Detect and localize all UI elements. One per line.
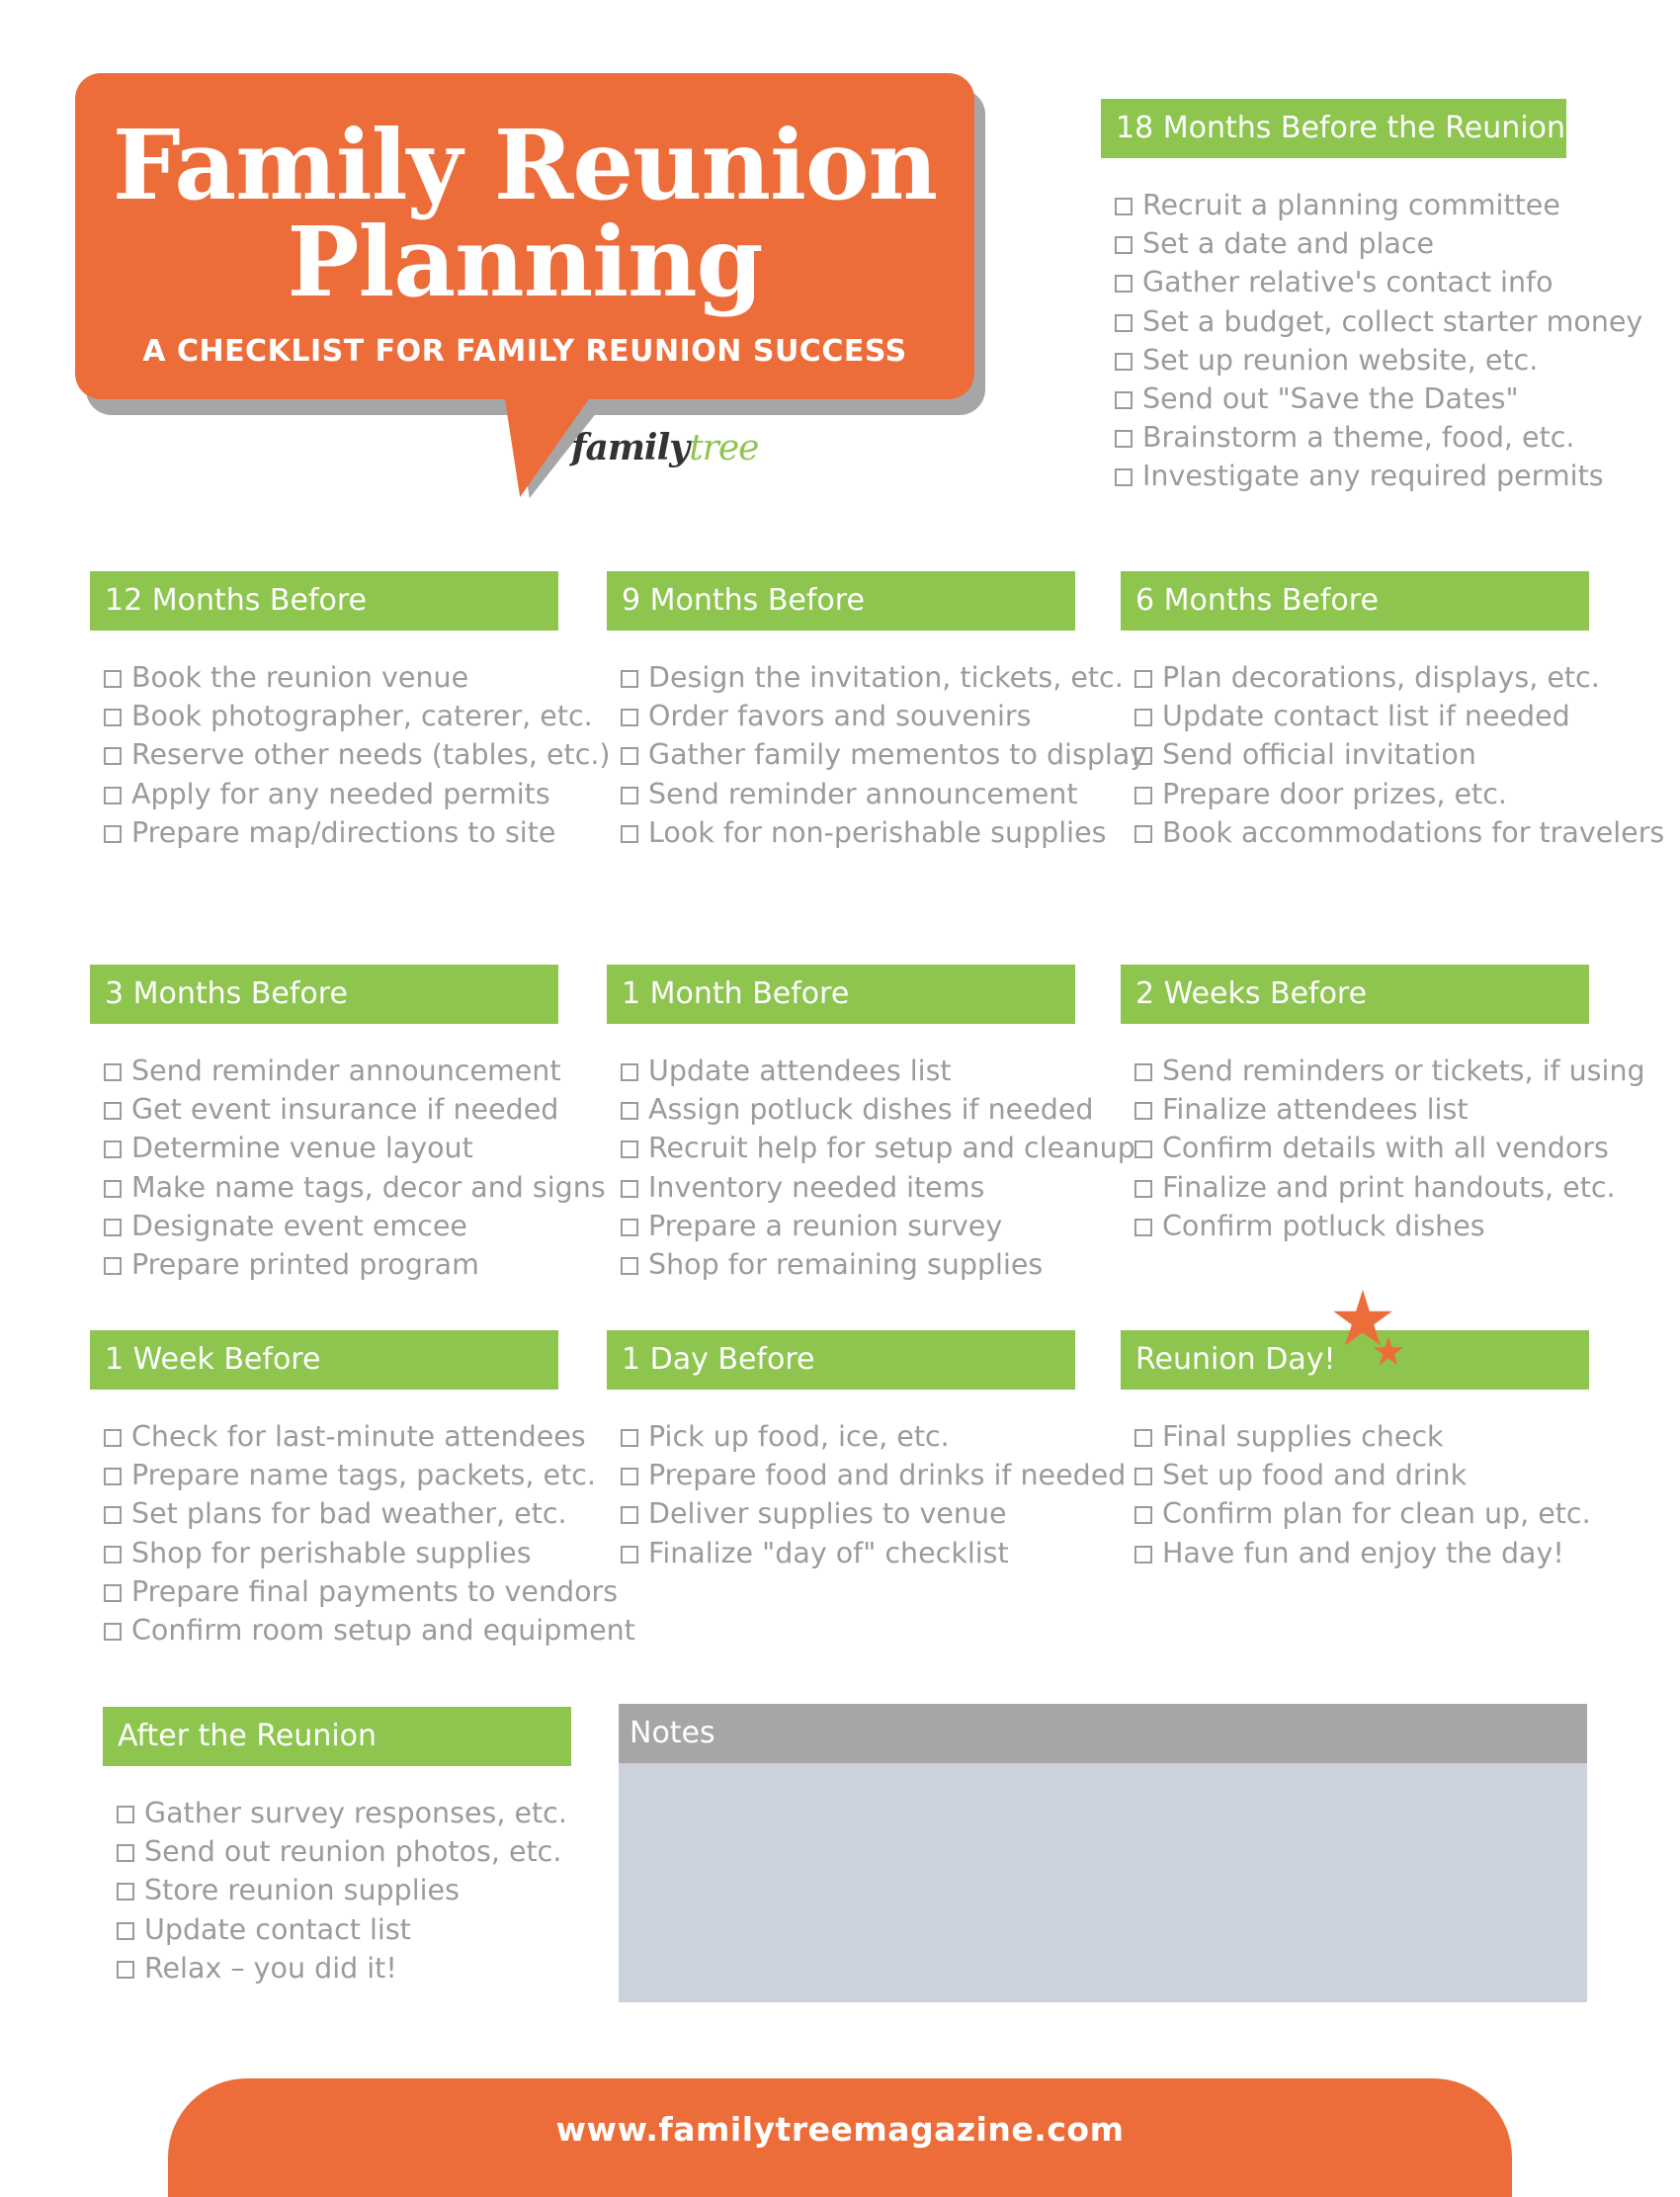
checklist-item-label: Brainstorm a theme, food, etc. [1142, 421, 1575, 455]
checklist-item-label: Prepare a reunion survey [648, 1209, 1003, 1242]
checklist-item-label: Deliver supplies to venue [648, 1497, 1007, 1531]
checklist-item [1134, 1129, 1609, 1167]
checkbox[interactable] [1134, 825, 1152, 843]
checklist-item-label: Relax – you did it! [144, 1951, 397, 1985]
checkbox[interactable] [621, 1546, 638, 1563]
checkbox[interactable] [117, 1844, 134, 1862]
title-line-1: Family Reunion [112, 109, 938, 221]
section-header: Reunion Day! [1121, 1330, 1589, 1390]
checkbox[interactable] [104, 1584, 122, 1602]
logo-part-1: family [571, 427, 690, 468]
checklist-item-label: Confirm room setup and equipment [131, 1614, 635, 1648]
page-title [75, 109, 974, 318]
checklist [607, 1417, 1127, 1572]
checklist-item-label: Gather family mementos to display [648, 738, 1147, 772]
checklist-item [104, 1090, 558, 1129]
checkbox[interactable] [104, 1257, 122, 1275]
checkbox[interactable] [104, 1102, 122, 1120]
checklist-item-label: Determine venue layout [131, 1132, 473, 1165]
checkbox[interactable] [104, 1506, 122, 1524]
checklist-item [621, 697, 1075, 735]
logo-part-2: tree [689, 428, 759, 468]
checklist-item [621, 1494, 1075, 1533]
checklist-item-label: Send reminders or tickets, if using [1162, 1055, 1645, 1087]
checklist-item-label: Confirm plan for clean up, etc. [1162, 1497, 1591, 1531]
checklist-item [1115, 457, 1604, 495]
checkbox[interactable] [104, 670, 122, 688]
checklist-item-label: Set up food and drink [1162, 1459, 1468, 1492]
checklist-item-label: Confirm details with all vendors [1162, 1132, 1609, 1165]
checklist-item [621, 1207, 1075, 1245]
checklist-item-label: Get event insurance if needed [131, 1093, 559, 1127]
checklist-item [104, 1572, 619, 1611]
section-header: 1 Week Before [90, 1330, 558, 1390]
checklist-item [117, 1794, 571, 1832]
checkbox[interactable] [621, 1063, 638, 1081]
section-3-months [90, 965, 606, 1284]
checkbox[interactable] [621, 1219, 638, 1236]
checkbox[interactable] [621, 825, 638, 843]
section-18-months [1101, 99, 1643, 496]
checkbox[interactable] [104, 1141, 122, 1158]
checklist-item [1134, 1168, 1616, 1207]
checklist-item [1115, 302, 1643, 341]
checklist-item [1134, 1207, 1589, 1245]
checklist-item-label: Prepare map/directions to site [131, 815, 556, 849]
checklist-item-label: Make name tags, decor and signs [131, 1170, 606, 1204]
checklist [103, 1794, 571, 1987]
checklist-item [621, 1417, 1075, 1456]
checkbox[interactable] [1115, 353, 1133, 371]
checklist-item [1115, 263, 1566, 301]
checkbox[interactable] [1115, 275, 1133, 293]
checkbox[interactable] [104, 1468, 122, 1485]
checklist-item-label: Investigate any required permits [1142, 460, 1604, 493]
title-bubble [75, 73, 974, 399]
section-after-reunion [103, 1707, 571, 1987]
checklist-item [621, 1090, 1094, 1129]
section-1-month [607, 965, 1135, 1284]
checkbox[interactable] [104, 1219, 122, 1236]
checklist-item-label: Designate event emcee [131, 1209, 467, 1242]
checklist-item [1134, 658, 1600, 697]
checklist-item-label: Set plans for bad weather, etc. [131, 1497, 567, 1531]
checkbox[interactable] [1134, 1506, 1152, 1524]
checklist-item-label: Update contact list [144, 1912, 411, 1946]
section-6-months [1121, 571, 1665, 852]
checklist-item-label: Design the invitation, tickets, etc. [648, 661, 1124, 694]
checkbox[interactable] [1134, 1180, 1152, 1198]
checkbox[interactable] [1115, 198, 1133, 215]
checklist-item [1134, 1494, 1589, 1533]
footer-url[interactable]: www.familytreemagazine.com [555, 2110, 1125, 2149]
checklist-item-label: Send out "Save the Dates" [1142, 382, 1519, 416]
checklist-item [104, 658, 558, 697]
checklist-item-label: Send out reunion photos, etc. [144, 1835, 562, 1869]
checklist-item-label: Update attendees list [648, 1055, 952, 1087]
checklist-item-label: Check for last-minute attendees [131, 1420, 586, 1453]
checklist-item-label: Plan decorations, displays, etc. [1162, 661, 1600, 694]
checkbox[interactable] [104, 1546, 122, 1563]
checklist-item [104, 775, 558, 813]
section-reunion-day [1121, 1330, 1589, 1572]
checklist-item [1134, 697, 1589, 735]
notes-area[interactable] [619, 1763, 1587, 2002]
checklist-item-label: Set up reunion website, etc. [1142, 343, 1539, 377]
checklist-item-label: Finalize and print handouts, etc. [1162, 1170, 1616, 1204]
checkbox[interactable] [621, 709, 638, 726]
checklist-item [1115, 186, 1566, 224]
checkbox[interactable] [621, 1257, 638, 1275]
section-header: After the Reunion [103, 1707, 571, 1766]
section-12-months [90, 571, 611, 852]
section-header: 2 Weeks Before [1121, 965, 1589, 1024]
checklist-item [117, 1871, 571, 1909]
section-1-day [607, 1330, 1127, 1572]
notes-panel [619, 1704, 1587, 2002]
page-subtitle: A CHECKLIST FOR FAMILY REUNION SUCCESS [142, 334, 907, 369]
checklist-item [1115, 224, 1566, 263]
checklist [1101, 186, 1643, 496]
checklist-item-label: Confirm potluck dishes [1162, 1209, 1485, 1242]
checklist [90, 658, 611, 852]
checklist-item [104, 1129, 558, 1167]
checklist [90, 1417, 635, 1649]
checklist-item-label: Look for non-perishable supplies [648, 815, 1107, 849]
title-line-2: Planning [287, 206, 763, 318]
checklist [90, 1052, 606, 1284]
checklist-item-label: Recruit a planning committee [1142, 189, 1560, 221]
checkbox[interactable] [117, 1806, 134, 1823]
familytree-logo [571, 427, 758, 468]
checkbox[interactable] [1115, 314, 1133, 332]
checkbox[interactable] [1134, 670, 1152, 688]
checkbox[interactable] [621, 787, 638, 804]
checkbox[interactable] [1134, 787, 1152, 804]
checklist-item-label: Prepare door prizes, etc. [1162, 777, 1507, 810]
checkbox[interactable] [1115, 468, 1133, 486]
checkbox[interactable] [621, 1506, 638, 1524]
checkbox[interactable] [621, 1141, 638, 1158]
checklist-item-label: Order favors and souvenirs [648, 700, 1032, 733]
checklist-item [1134, 775, 1589, 813]
checkbox[interactable] [1134, 1141, 1152, 1158]
checkbox[interactable] [117, 1922, 134, 1940]
checklist-item [1134, 735, 1589, 774]
checklist-item-label: Finalize "day of" checklist [648, 1536, 1009, 1569]
checklist-item [104, 1168, 606, 1207]
checkbox[interactable] [1115, 236, 1133, 254]
checklist-item [1134, 1090, 1589, 1129]
checklist-item-label: Update contact list if needed [1162, 700, 1570, 733]
checkbox[interactable] [117, 1961, 134, 1979]
checkbox[interactable] [104, 825, 122, 843]
checklist-item [104, 1494, 567, 1533]
checklist-item [104, 813, 558, 852]
checklist-item-label: Send reminder announcement [131, 1055, 561, 1087]
checklist-item-label: Prepare name tags, packets, etc. [131, 1459, 596, 1492]
checklist-item [1134, 1534, 1589, 1572]
section-header: 1 Day Before [607, 1330, 1075, 1390]
checklist [607, 1052, 1135, 1284]
checklist-item [117, 1910, 571, 1949]
checkbox[interactable] [621, 1102, 638, 1120]
checklist-item [621, 1052, 1075, 1090]
checklist-item-label: Prepare final payments to vendors [131, 1574, 619, 1608]
checkbox[interactable] [1134, 747, 1152, 765]
checklist-item [104, 1245, 558, 1284]
checklist-item [621, 1245, 1075, 1284]
section-header: 6 Months Before [1121, 571, 1589, 631]
checklist-item [1134, 1456, 1589, 1494]
checklist-item-label: Gather relative's contact info [1142, 266, 1554, 299]
checklist-item-label: Recruit help for setup and cleanup [648, 1132, 1135, 1165]
checklist-item [1115, 341, 1566, 380]
checklist-item-label: Store reunion supplies [144, 1874, 460, 1907]
checklist-item-label: Gather survey responses, etc. [144, 1797, 567, 1829]
checklist [1121, 1052, 1645, 1245]
checklist-item [104, 1417, 586, 1456]
checklist-item-label: Set a budget, collect starter money [1142, 304, 1643, 338]
checklist-item-label: Have fun and enjoy the day! [1162, 1536, 1564, 1569]
checkbox[interactable] [621, 1468, 638, 1485]
checkbox[interactable] [1134, 1429, 1152, 1447]
checklist-item-label: Shop for perishable supplies [131, 1536, 532, 1569]
checkbox[interactable] [104, 1180, 122, 1198]
checklist-item [1115, 380, 1566, 418]
section-header: 1 Month Before [607, 965, 1075, 1024]
checkbox[interactable] [104, 1429, 122, 1447]
checklist-item-label: Prepare food and drinks if needed [648, 1459, 1127, 1492]
checklist-item-label: Send reminder announcement [648, 777, 1078, 810]
checkbox[interactable] [1134, 1102, 1152, 1120]
checkbox[interactable] [1134, 1468, 1152, 1485]
checkbox[interactable] [104, 1623, 122, 1641]
checkbox[interactable] [621, 747, 638, 765]
checkbox[interactable] [104, 787, 122, 804]
checklist-item [104, 1052, 561, 1090]
checkbox[interactable] [1134, 1219, 1152, 1236]
checklist-item [621, 1168, 1075, 1207]
checklist-item [621, 813, 1107, 852]
checklist-item [1115, 418, 1575, 457]
checklist-item [117, 1949, 571, 1987]
checklist-item-label: Book the reunion venue [131, 661, 469, 694]
checklist-item [1134, 1417, 1589, 1456]
checklist-item-label: Apply for any needed permits [131, 777, 550, 810]
section-header: 3 Months Before [90, 965, 558, 1024]
checkbox[interactable] [117, 1883, 134, 1901]
checkbox[interactable] [1134, 1063, 1152, 1081]
checklist-item-label: Send official invitation [1162, 738, 1476, 772]
checkbox[interactable] [1115, 391, 1133, 409]
section-2-weeks [1121, 965, 1645, 1245]
checklist [607, 658, 1147, 852]
checklist-item-label: Reserve other needs (tables, etc.) [131, 738, 611, 772]
checklist-item [1134, 813, 1665, 852]
checklist-item [117, 1832, 571, 1871]
checklist-item-label: Book accommodations for travelers [1162, 815, 1665, 849]
checklist-item-label: Prepare printed program [131, 1248, 479, 1282]
checklist-item [104, 697, 593, 735]
checklist-item [104, 735, 611, 774]
checklist [1121, 658, 1665, 852]
checklist-item [621, 775, 1078, 813]
checklist-item [104, 1611, 635, 1649]
section-header: 18 Months Before the Reunion [1101, 99, 1566, 158]
checklist-item-label: Book photographer, caterer, etc. [131, 700, 593, 733]
checkbox[interactable] [1115, 430, 1133, 448]
checklist-item-label: Shop for remaining supplies [648, 1248, 1044, 1282]
checklist-item [104, 1456, 596, 1494]
notes-header: Notes [619, 1704, 1587, 1763]
checklist-item-label: Final supplies check [1162, 1420, 1444, 1453]
checkbox[interactable] [104, 1063, 122, 1081]
section-header: 12 Months Before [90, 571, 558, 631]
checkbox[interactable] [104, 709, 122, 726]
checklist-item [621, 1456, 1127, 1494]
checklist-item [621, 1129, 1135, 1167]
checkbox[interactable] [621, 670, 638, 688]
checklist-item [621, 1534, 1075, 1572]
checkbox[interactable] [621, 1429, 638, 1447]
checklist-item-label: Assign potluck dishes if needed [648, 1093, 1094, 1127]
checklist-item [621, 735, 1147, 774]
checklist-item-label: Set a date and place [1142, 227, 1435, 261]
section-header: 9 Months Before [607, 571, 1075, 631]
checklist [1121, 1417, 1589, 1572]
checklist-item [104, 1207, 558, 1245]
checklist-item-label: Pick up food, ice, etc. [648, 1420, 950, 1453]
section-1-week [90, 1330, 635, 1649]
checklist-item [1134, 1052, 1645, 1090]
checklist-item [621, 658, 1124, 697]
checkbox[interactable] [104, 747, 122, 765]
footer-url-banner [168, 2078, 1512, 2197]
checkbox[interactable] [1134, 709, 1152, 726]
checklist-item-label: Finalize attendees list [1162, 1093, 1469, 1127]
section-9-months [607, 571, 1147, 852]
checklist-item [104, 1534, 558, 1572]
checkbox[interactable] [621, 1180, 638, 1198]
checklist-item-label: Inventory needed items [648, 1170, 985, 1204]
checkbox[interactable] [1134, 1546, 1152, 1563]
